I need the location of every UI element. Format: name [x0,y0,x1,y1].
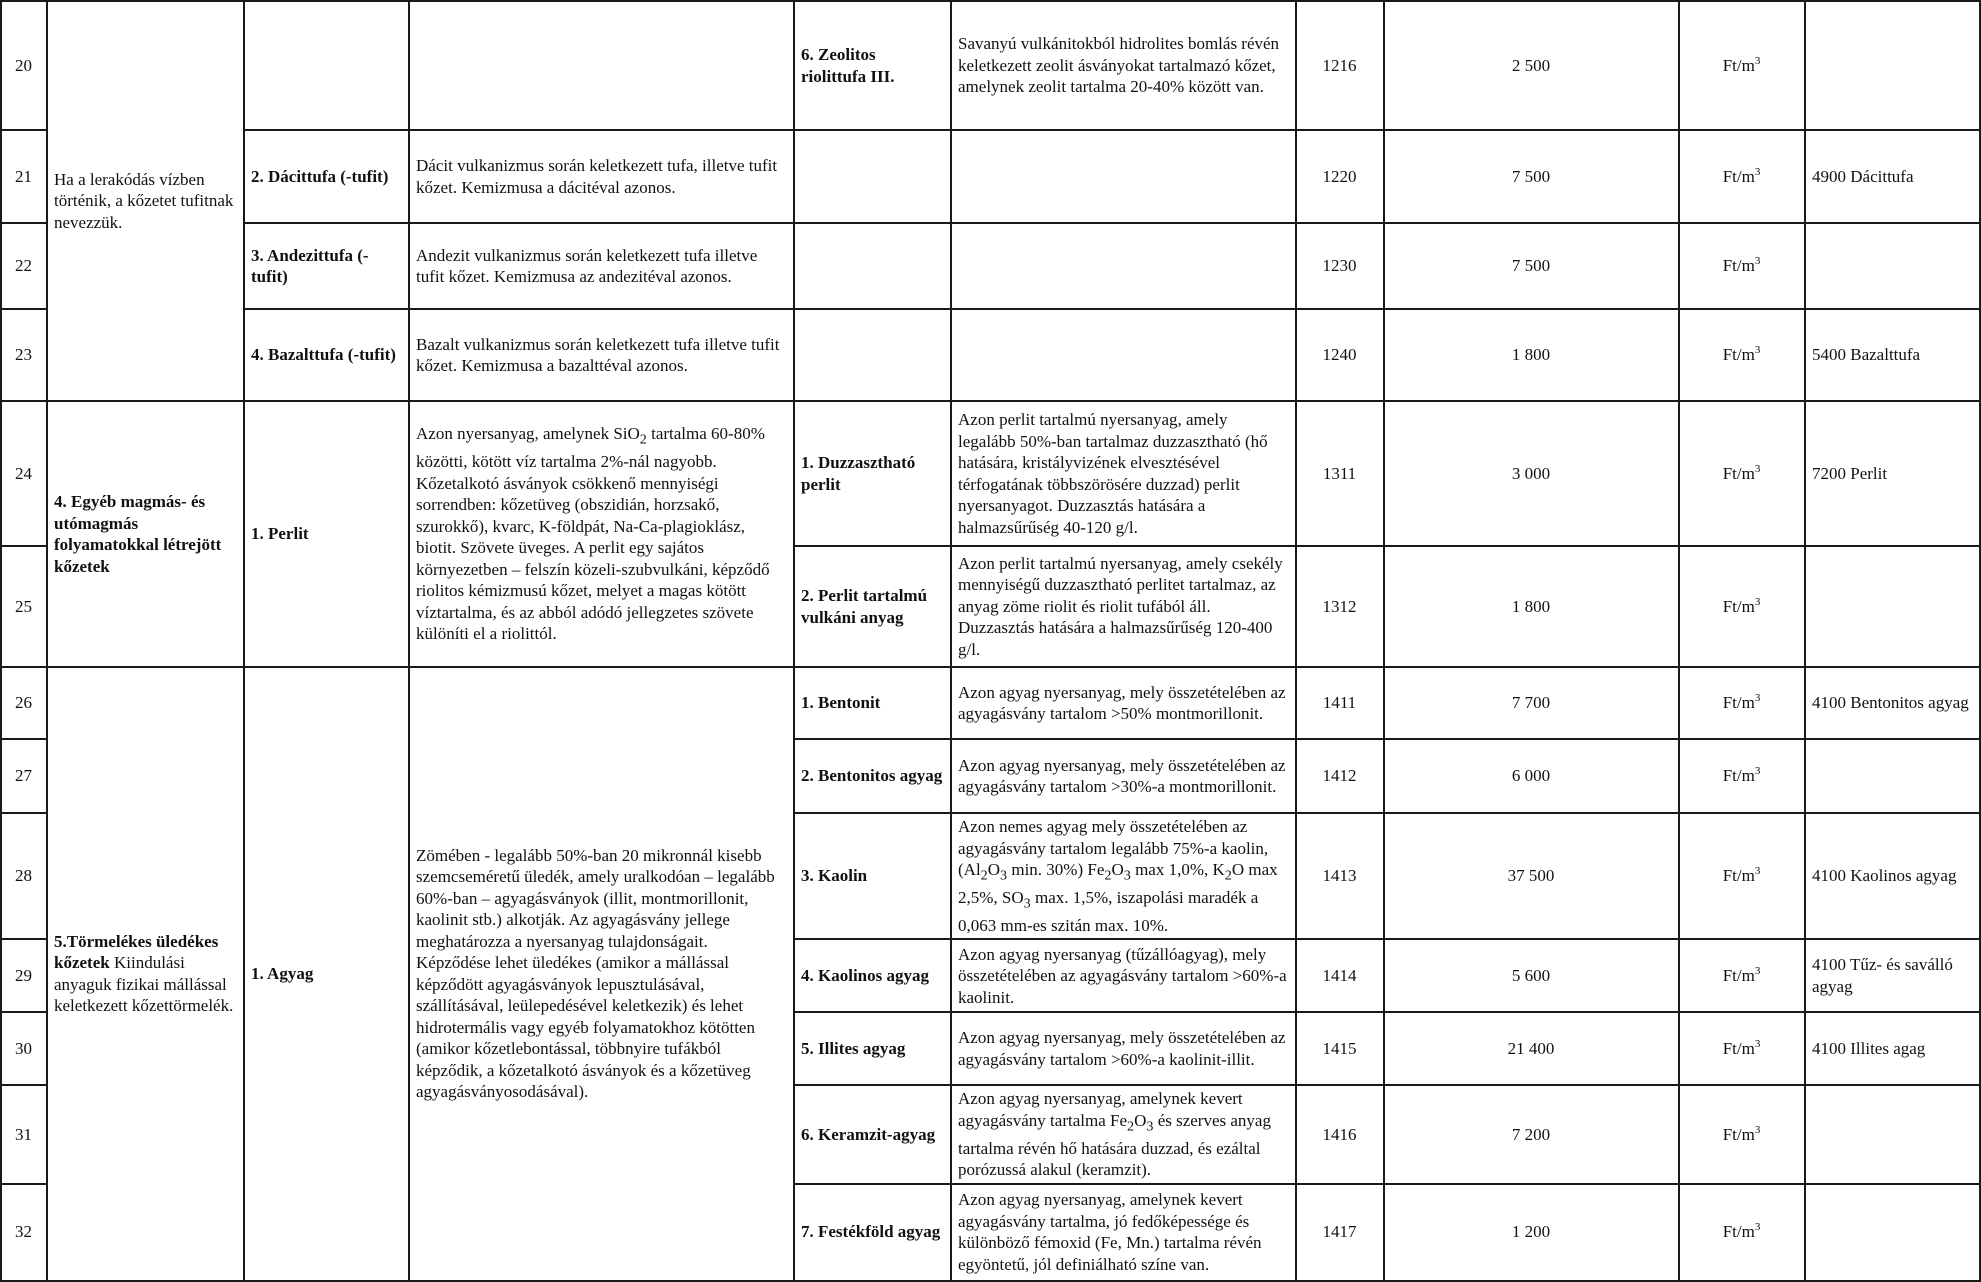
code-cell: 1417 [1296,1184,1384,1281]
group-tuff-note: Ha a lerakódás vízben történik, a kőzetet tufitnak nevezzük. [47,1,244,401]
price-cell: 5 600 [1384,939,1679,1012]
price-cell: 7 700 [1384,667,1679,739]
price-cell: 1 200 [1384,1184,1679,1281]
table-row [1,401,1980,546]
group-other-magmatic: 4. Egyéb magmás- és utómagmás folyamatokkal létrejött kőzetek [47,401,244,667]
code-cell: 1220 [1296,130,1384,223]
subgroup-description: Bazalt vulkanizmus során keletkezett tufa illetve tufit kőzet. Kemizmusa a bazalttéval azonos. [409,309,794,401]
table-row [1,309,1980,401]
row-number: 30 [1,1012,47,1085]
price-cell: 37 500 [1384,813,1679,939]
code-cell: 1240 [1296,309,1384,401]
unit-cell: $Ft/m^3$ [1679,309,1805,401]
subgroup-name: 4. Bazalttufa (-tufit) [244,309,409,401]
empty-cell [951,223,1296,309]
note-cell: 5400 Bazalttufa [1805,309,1980,401]
code-cell: 1311 [1296,401,1384,546]
unit-cell: $Ft/m^3$ [1679,1184,1805,1281]
empty-cell [794,309,951,401]
note-cell: 4900 Dácittufa [1805,130,1980,223]
empty-cell [951,130,1296,223]
subgroup-agyag: 1. Agyag [244,667,409,1281]
subtype-name: 4. Kaolinos agyag [794,939,951,1012]
subtype-name: 5. Illites agyag [794,1012,951,1085]
unit-cell: $Ft/m^3$ [1679,1,1805,130]
table-row [1,223,1980,309]
row-number: 32 [1,1184,47,1281]
note-cell [1805,1184,1980,1281]
unit-cell: $Ft/m^3$ [1679,401,1805,546]
subgroup-description: Andezit vulkanizmus során keletkezett tufa illetve tufit kőzet. Kemizmusa az andezitéval azonos. [409,223,794,309]
row-number: 31 [1,1085,47,1183]
unit-cell: $Ft/m^3$ [1679,1012,1805,1085]
code-cell: 1230 [1296,223,1384,309]
unit-cell: $Ft/m^3$ [1679,546,1805,667]
subtype-description: Azon agyag nyersanyag, mely összetételében az agyagásvány tartalom >50% montmorillonit. [951,667,1296,739]
unit-cell: $Ft/m^3$ [1679,1085,1805,1183]
subtype-description: Azon agyag nyersanyag, mely összetételében az agyagásvány tartalom >60%-a kaolinit-illit. [951,1012,1296,1085]
price-cell: 21 400 [1384,1012,1679,1085]
subtype-name: 2. Perlit tartalmú vulkáni anyag [794,546,951,667]
note-cell: 4100 Kaolinos agyag [1805,813,1980,939]
code-cell: 1411 [1296,667,1384,739]
subgroup-description: Dácit vulkanizmus során keletkezett tufa, illetve tufit kőzet. Kemizmusa a dácitéval azonos. [409,130,794,223]
unit-cell: $Ft/m^3$ [1679,130,1805,223]
subtype-name: 3. Kaolin [794,813,951,939]
note-cell [1805,223,1980,309]
empty-cell [951,309,1296,401]
subtype-description: Azon perlit tartalmú nyersanyag, amely legalább 50%-ban tartalmaz duzzasztható (hő hatására, kristályvizének elvesztésével térfogatának többszörösére duzzad) perlit nyersanyagot. Duzzasztás hatására a halmazsűrűség 40-120 g/l. [951,401,1296,546]
code-cell: 1415 [1296,1012,1384,1085]
subtype-name: 1. Duzzasztható perlit [794,401,951,546]
subtype-name: 1. Bentonit [794,667,951,739]
row-number: 22 [1,223,47,309]
note-cell [1805,1,1980,130]
table-row [1,130,1980,223]
row-number: 23 [1,309,47,401]
subtype-description: Azon agyag nyersanyag, amelynek kevert agyagásvány tartalma $Fe_2O_3$ és szerves anyag tartalma révén hő hatására duzzad, és ezáltal porózussá alakul (keramzit). [951,1085,1296,1183]
subtype-description: Azon perlit tartalmú nyersanyag, amely csekély mennyiségű duzzasztható perlitet tartalmaz, az anyag zöme riolit és riolit tufából áll. Duzzasztás hatására a halmazsűrűség 120-400 g/l. [951,546,1296,667]
unit-cell: $Ft/m^3$ [1679,813,1805,939]
table-row [1,667,1980,739]
row-number: 20 [1,1,47,130]
perlit-description: Azon nyersanyag, amelynek SiO$_2$ tartalma 60-80% közötti, kötött víz tartalma 2%-nál nagyobb. Kőzetalkotó ásványok csökkenő mennyiségi sorrendben: kőzetüveg (obszidián, horzsakő, szurokkő), kvarc, K-földpát, Na-Ca-plagioklász, biotit. Szövete üveges. A perlit egy sajátos környezetben – felszín közeli-szubvulkáni, képződő riolitos kémizmusú kőzet, melyet a magas kötött víztartalma, és az abból adódó jellegzetes szövete különíti el a riolittól. [409,401,794,667]
price-cell: 1 800 [1384,546,1679,667]
subtype-name: 6. Keramzit-agyag [794,1085,951,1183]
unit-cell: $Ft/m^3$ [1679,939,1805,1012]
price-cell: 7 500 [1384,130,1679,223]
subgroup-name: 3. Andezittufa (-tufit) [244,223,409,309]
code-cell: 1312 [1296,546,1384,667]
note-cell: 4100 Bentonitos agyag [1805,667,1980,739]
row-number: 27 [1,739,47,813]
row-number: 25 [1,546,47,667]
table-row [1,1,1980,130]
row-number: 29 [1,939,47,1012]
unit-cell: $Ft/m^3$ [1679,739,1805,813]
note-cell [1805,546,1980,667]
group-clastic-sedimentary: 5.Törmelékes üledékes kőzetek Kiindulási anyaguk fizikai mállással keletkezett kőzettörmelék. [47,667,244,1281]
subtype-description: Savanyú vulkánitokból hidrolites bomlás révén keletkezett zeolit ásványokat tartalmazó kőzet, amelynek zeolit tartalma 20-40% között van. [951,1,1296,130]
subtype-description: Azon agyag nyersanyag, mely összetételében az agyagásvány tartalom >30%-a montmorillonit. [951,739,1296,813]
price-cell: 3 000 [1384,401,1679,546]
subtype-name: 6. Zeolitos riolittufa III. [794,1,951,130]
subgroup-perlit: 1. Perlit [244,401,409,667]
unit-cell: $Ft/m^3$ [1679,667,1805,739]
note-cell: 7200 Perlit [1805,401,1980,546]
empty-cell [794,223,951,309]
row-number: 24 [1,401,47,546]
subtype-name: 7. Festékföld agyag [794,1184,951,1281]
price-cell: 1 800 [1384,309,1679,401]
note-cell: 4100 Tűz- és saválló agyag [1805,939,1980,1012]
price-cell: 2 500 [1384,1,1679,130]
note-cell [1805,739,1980,813]
row-number: 21 [1,130,47,223]
note-cell: 4100 Illites agag [1805,1012,1980,1085]
code-cell: 1414 [1296,939,1384,1012]
price-cell: 7 200 [1384,1085,1679,1183]
subgroup-name: 2. Dácittufa (-tufit) [244,130,409,223]
subtype-description: Azon agyag nyersanyag, amelynek kevert agyagásvány tartalma, jó fedőképessége és különböző fémoxid (Fe, Mn.) tartalma révén egyöntetű, jól definiálható színe van. [951,1184,1296,1281]
price-cell: 7 500 [1384,223,1679,309]
empty-cell [409,1,794,130]
note-cell [1805,1085,1980,1183]
subtype-description: Azon agyag nyersanyag (tűzállóagyag), mely összetételében az agyagásvány tartalom >60%-a kaolinit. [951,939,1296,1012]
agyag-description: Zömében - legalább 50%-ban 20 mikronnál kisebb szemcseméretű üledék, amely uralkodóan – legalább 60%-ban – agyagásványok (illit, montmorillonit, kaolinit stb.) alkotják. Az agyagásvány jellege meghatározza a nyersanyag tulajdonságait. Képződése lehet üledékes (amikor a mállással képződött agyagásványok lepusztulásával, szállításával, leülepedésével keletkezik) és lehet hidrotermális vagy egyéb folyamatokhoz kötötten (amikor kőzetlebontással, többnyire tufákból képződik, a kőzetalkotó ásványok és a kőzetüveg agyagásványosodásával). [409,667,794,1281]
row-number: 26 [1,667,47,739]
row-number: 28 [1,813,47,939]
subtype-name: 2. Bentonitos agyag [794,739,951,813]
subtype-description: Azon nemes agyag mely összetételében az agyagásvány tartalom legalább 75%-a kaolin, ($Al_2O_3$ min. 30%) $Fe_2O_3$ max 1,0%, $K_2O$ max 2,5%, $SO_3$ max. 1,5%, iszapolási maradék a 0,063 mm-es szitán max. 10%. [951,813,1296,939]
code-cell: 1216 [1296,1,1384,130]
price-cell: 6 000 [1384,739,1679,813]
empty-cell [794,130,951,223]
code-cell: 1412 [1296,739,1384,813]
empty-cell [244,1,409,130]
unit-cell: $Ft/m^3$ [1679,223,1805,309]
code-cell: 1413 [1296,813,1384,939]
code-cell: 1416 [1296,1085,1384,1183]
